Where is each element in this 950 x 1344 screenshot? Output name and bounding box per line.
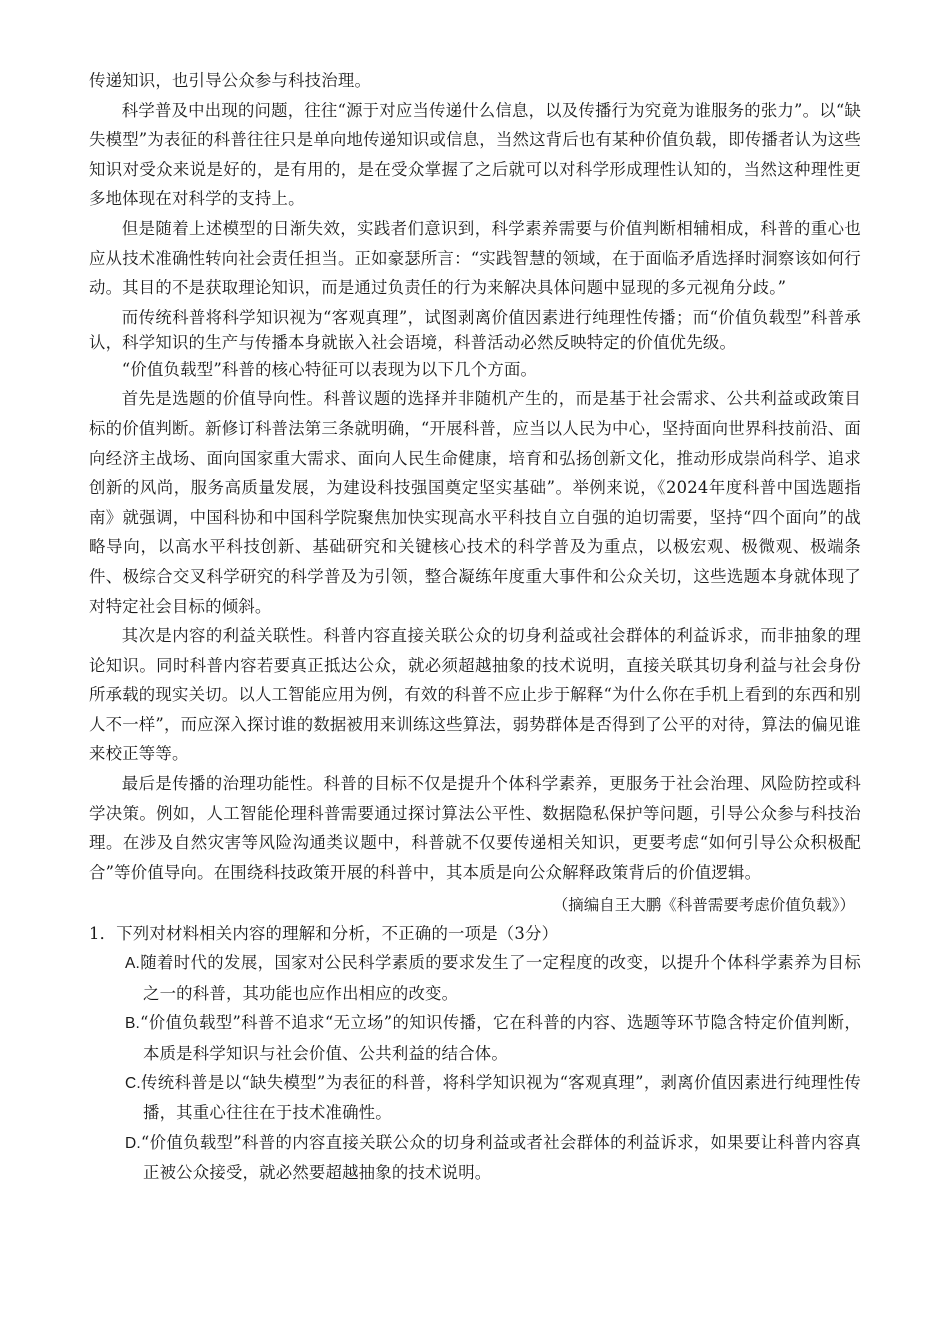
option-c-text: 传统科普是以“缺失模型”为表征的科普，将科学知识视为“客观真理”，剥离价值因素进行纯理性传播，其重心往往在于技术准确性。 (140, 1073, 861, 1123)
option-a-letter: A. (125, 955, 141, 973)
option-c (125, 1068, 861, 1128)
paragraph-7: 其次是内容的利益关联性。科普内容直接关联公众的切身利益或社会群体的利益诉求，而非抽象的理论知识。同时科普内容若要真正抵达公众，就必须超越抽象的技术说明，直接关联其切身利益与社会身份所承载的现实关切。以人工智能应用为例，有效的科普不应止步于解释“为什么你在手机上看到的东西和别人不一样”，而应深入探讨谁的数据被用来训练这些算法，弱势群体是否得到了公平的对待，算法的偏见谁来校正等等。 (89, 626, 861, 764)
paragraph-1: 传递知识，也引导公众参与科技治理。 (89, 71, 372, 90)
option-b (125, 1008, 861, 1068)
option-a-text: 随着时代的发展，国家对公民科学素质的要求发生了一定程度的改变，以提升个体科学素养为目标之一的科普，其功能也应作出相应的改变。 (140, 953, 861, 1003)
paragraph-2: 科学普及中出现的问题，往往“源于对应当传递什么信息，以及传播行为究竟为谁服务的张力”。以“缺失模型”为表征的科普往往只是单向地传递知识或信息，当然这背后也有某种价值负载，即传播者认为这些知识对受众来说是好的，是有用的，是在受众掌握了之后就可以对科学形成理性认知的，当然这种理性更多地体现在对科学的支持上。 (89, 100, 861, 209)
option-b-letter: B. (125, 1015, 141, 1033)
option-b-text: “价值负载型”科普不追求“无立场”的知识传播，它在科普的内容、选题等环节隐含特定价值判断，本质是科学知识与社会价值、公共利益的结合体。 (140, 1013, 861, 1063)
question-1 (89, 920, 861, 1187)
exam-page (89, 66, 861, 1188)
paragraph-5: “价值负载型”科普的核心特征可以表现为以下几个方面。 (121, 359, 538, 379)
paragraph-6: 首先是选题的价值导向性。科普议题的选择并非随机产生的，而是基于社会需求、公共利益或政策目标的价值判断。新修订科普法第三条就明确，“开展科普，应当以人民为中心，坚持面向世界科技前沿、面向经济主战场、面向国家重大需求、面向人民生命健康，培育和弘扬创新文化，推动形成崇尚科学、追求创新的风尚，服务高质量发展，为建设科技强国奠定坚实基础”。举例来说，《2024年度科普中国选题指南》就强调，中国科协和中国科学院聚焦加快实现高水平科技自立自强的迫切需要，坚持“四个面向”的战略导向，以高水平科技创新、基础研究和关键核心技术的科学普及为重点，以极宏观、极微观、极端条件、极综合交叉科学研究的科学普及为引领，整合凝练年度重大事件和公众关切，这些选题本身就体现了对特定社会目标的倾斜。 (89, 389, 861, 616)
question-options (125, 948, 861, 1187)
option-d-text: “价值负载型”科普的内容直接关联公众的切身利益或者社会群体的利益诉求，如果要让科普内容真正被公众接受，就必然要超越抽象的技术说明。 (140, 1132, 861, 1183)
option-d (125, 1128, 861, 1188)
option-c-letter: C. (125, 1075, 141, 1093)
option-a (125, 948, 861, 1008)
paragraph-8: 最后是传播的治理功能性。科普的目标不仅是提升个体科学素养，更服务于社会治理、风险防控或科学决策。例如，人工智能伦理科普需要通过探讨算法公平性、数据隐私保护等问题，引导公众参与科技治理。在涉及自然灾害等风险沟通类议题中，科普就不仅要传递相关知识，更要考虑“如何引导公众积极配合”等价值导向。在围绕科技政策开展的科普中，其本质是向公众解释政策背后的价值逻辑。 (89, 774, 861, 882)
question-stem: 1．下列对材料相关内容的理解和分析，不正确的一项是（3分） (89, 924, 559, 944)
source-citation: （摘编自王大鹏《科普需要考虑价值负载》） (552, 896, 855, 915)
option-d-letter: D. (125, 1134, 141, 1152)
paragraph-3: 但是随着上述模型的日渐失效，实践者们意识到，科学素养需要与价值判断相辅相成，科普的重心也应从技术准确性转向社会责任担当。正如豪瑟所言：“实践智慧的领域，在于面临矛盾选择时洞察该如何行动。其目的不是获取理论知识，而是通过负责任的行为来解决具体问题中显现的多元视角分歧。” (89, 218, 861, 298)
paragraph-4: 而传统科普将科学知识视为“客观真理”，试图剥离价值因素进行纯理性传播；而“价值负载型”科普承认，科学知识的生产与传播本身就嵌入社会语境，科普活动必然反映特定的价值优先级。 (89, 307, 861, 352)
